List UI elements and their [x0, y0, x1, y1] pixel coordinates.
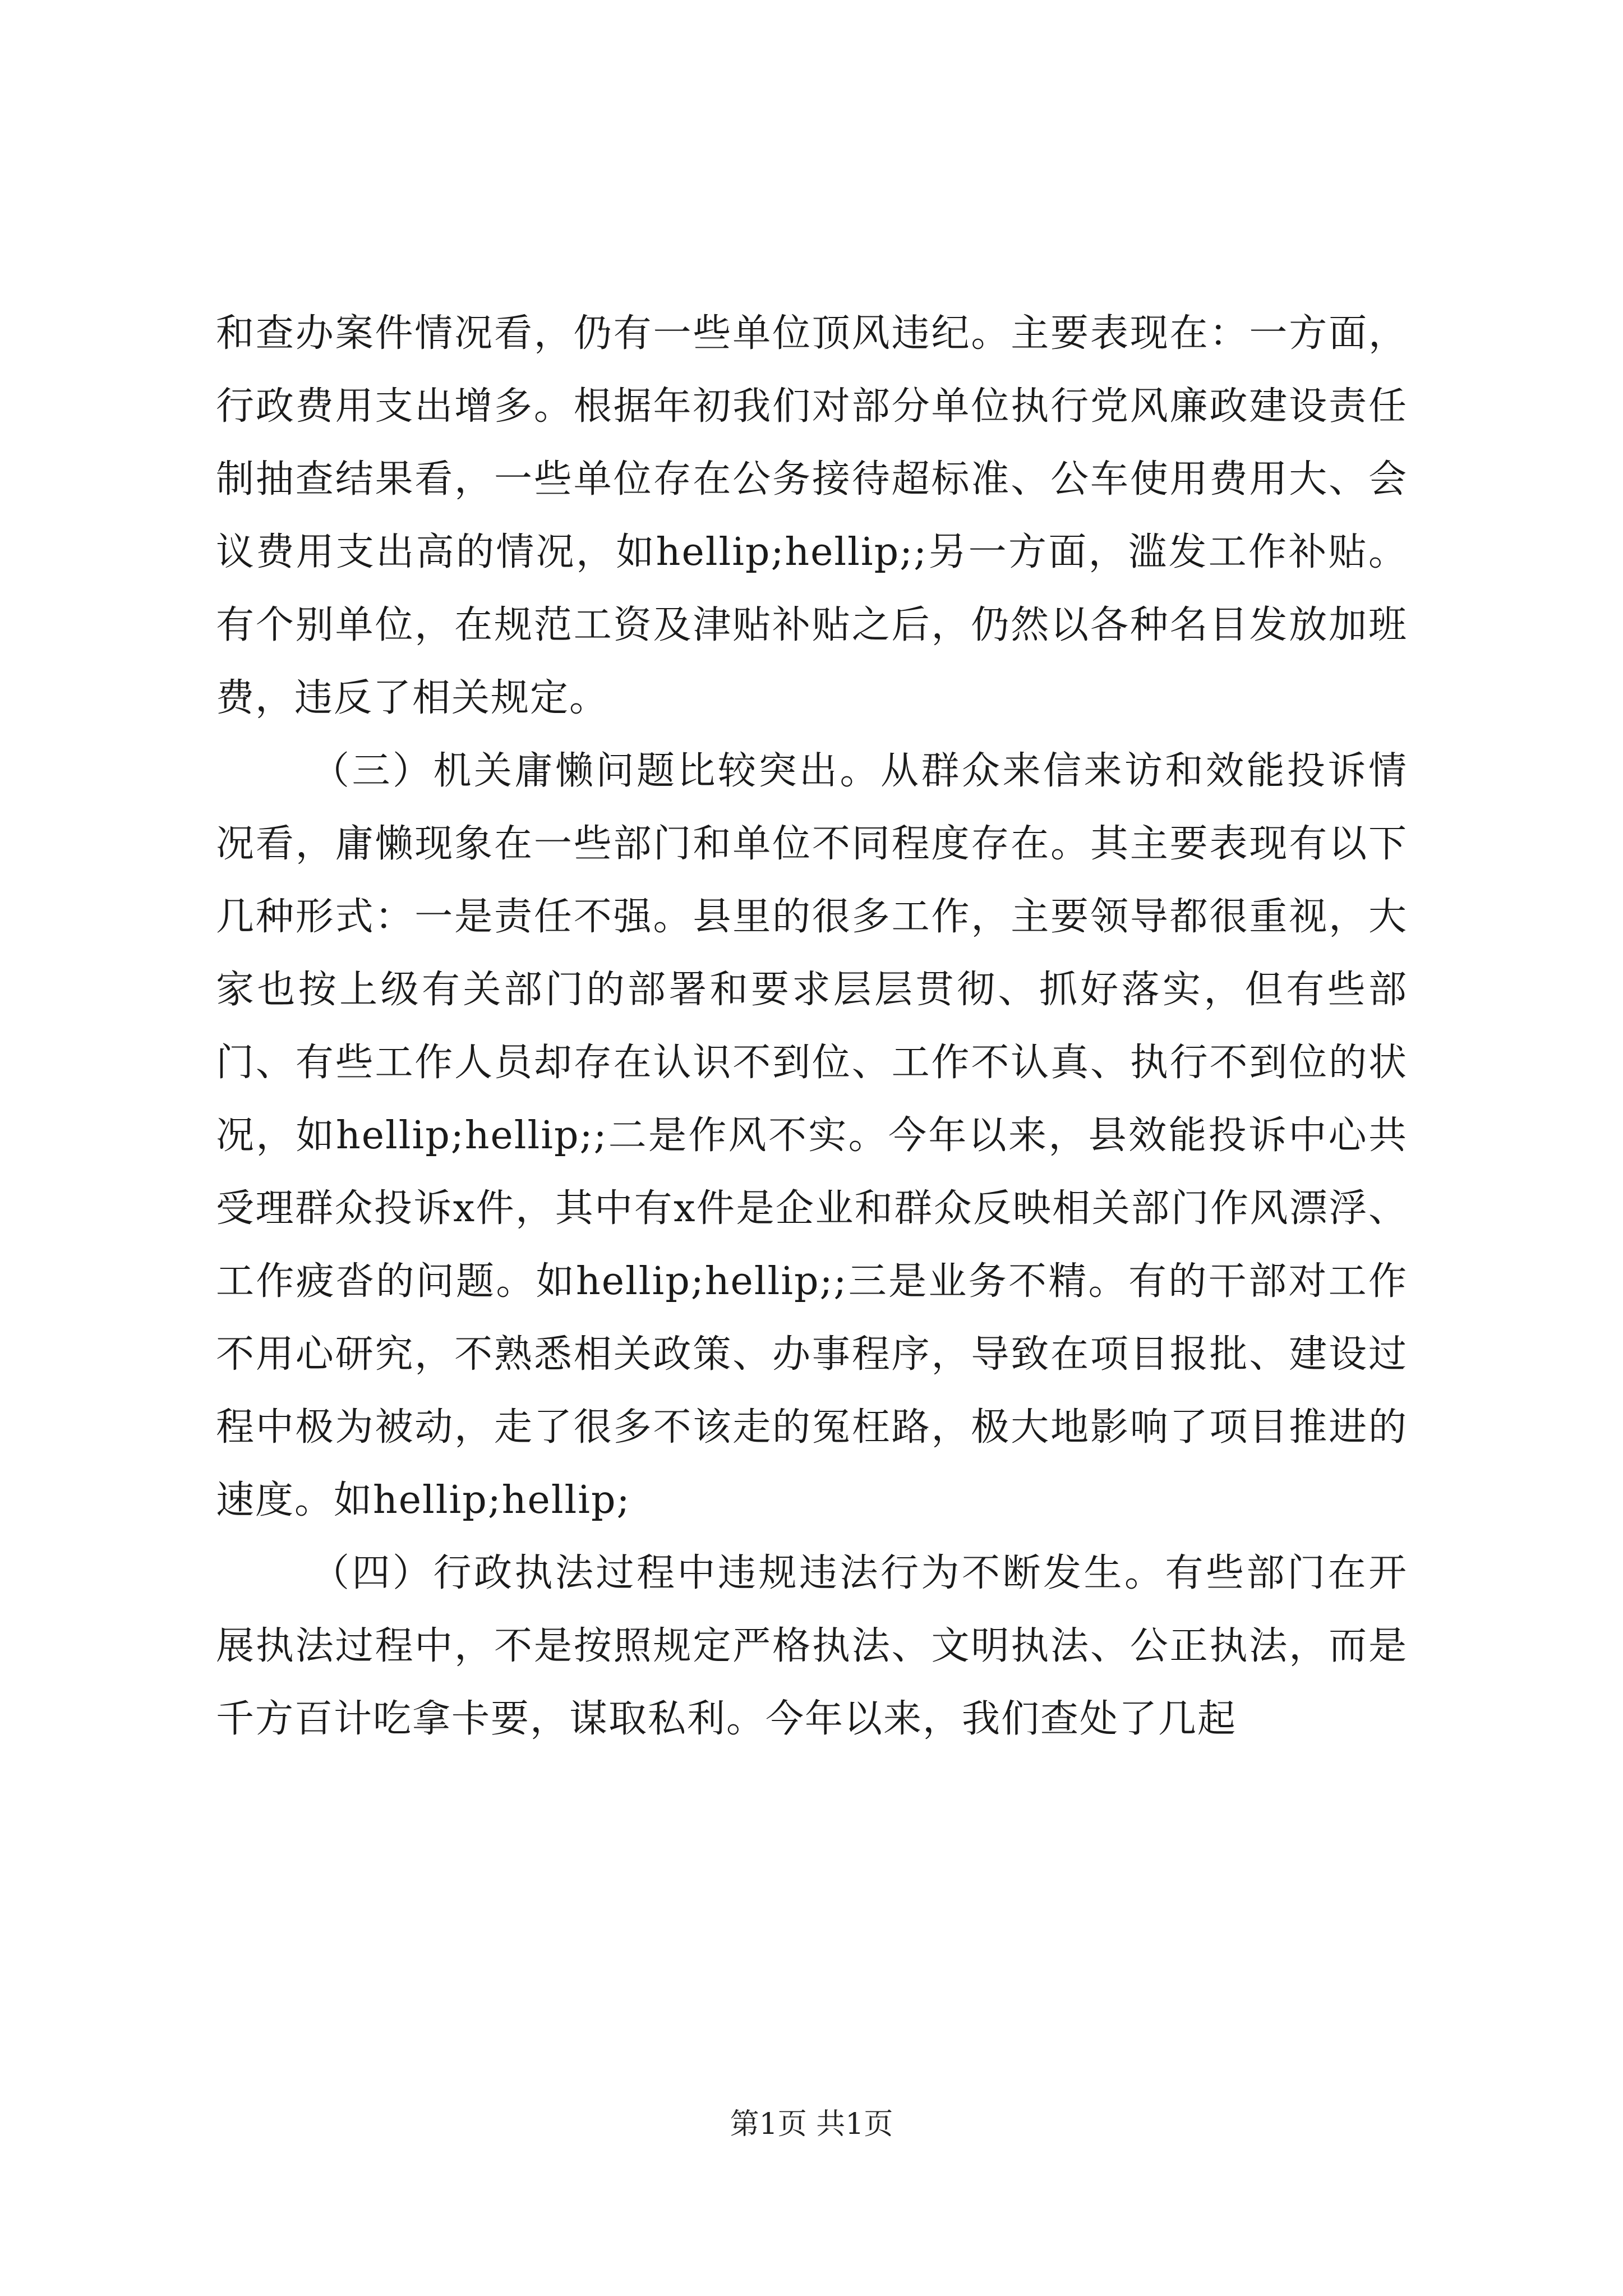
paragraph-section-four: （四）行政执法过程中违规违法行为不断发生。有些部门在开展执法过程中，不是按照规定严格执法、文明执法、公正执法，而是千方百计吃拿卡要，谋取私利。今年以来，我们查处了几起	[216, 1551, 1408, 1741]
paragraph-section-three: （三）机关庸懒问题比较突出。从群众来信来访和效能投诉情况看，庸懒现象在一些部门和单位不同程度存在。其主要表现有以下几种形式：一是责任不强。县里的很多工作，主要领导都很重视，大家也按上级有关部门的部署和要求层层贯彻、抓好落实，但有些部门、有些工作人员却存在认识不到位、工作不认真、执行不到位的状况，如hellip;hellip;;二是作风不实。今年以来，县效能投诉中心共受理群众投诉x件，其中有x件是企业和群众反映相关部门作风漂浮、工作疲沓的问题。如hellip;hellip;;三是业务不精。有的干部对工作不用心研究，不熟悉相关政策、办事程序，导致在项目报批、建设过程中极为被动，走了很多不该走的冤枉路，极大地影响了项目推进的速度。如hellip;hellip;	[216, 749, 1408, 1522]
page-footer: 第1页 共1页	[730, 2108, 893, 2141]
paragraph-continuation: 和查办案件情况看，仍有一些单位顶风违纪。主要表现在：一方面，行政费用支出增多。根据年初我们对部分单位执行党风廉政建设责任制抽查结果看，一些单位存在公务接待超标准、公车使用费用大、会议费用支出高的情况，如hellip;hellip;;另一方面，滥发工作补贴。有个别单位，在规范工资及津贴补贴之后，仍然以各种名目发放加班费，违反了相关规定。	[216, 311, 1408, 720]
document-body	[216, 297, 1408, 1756]
